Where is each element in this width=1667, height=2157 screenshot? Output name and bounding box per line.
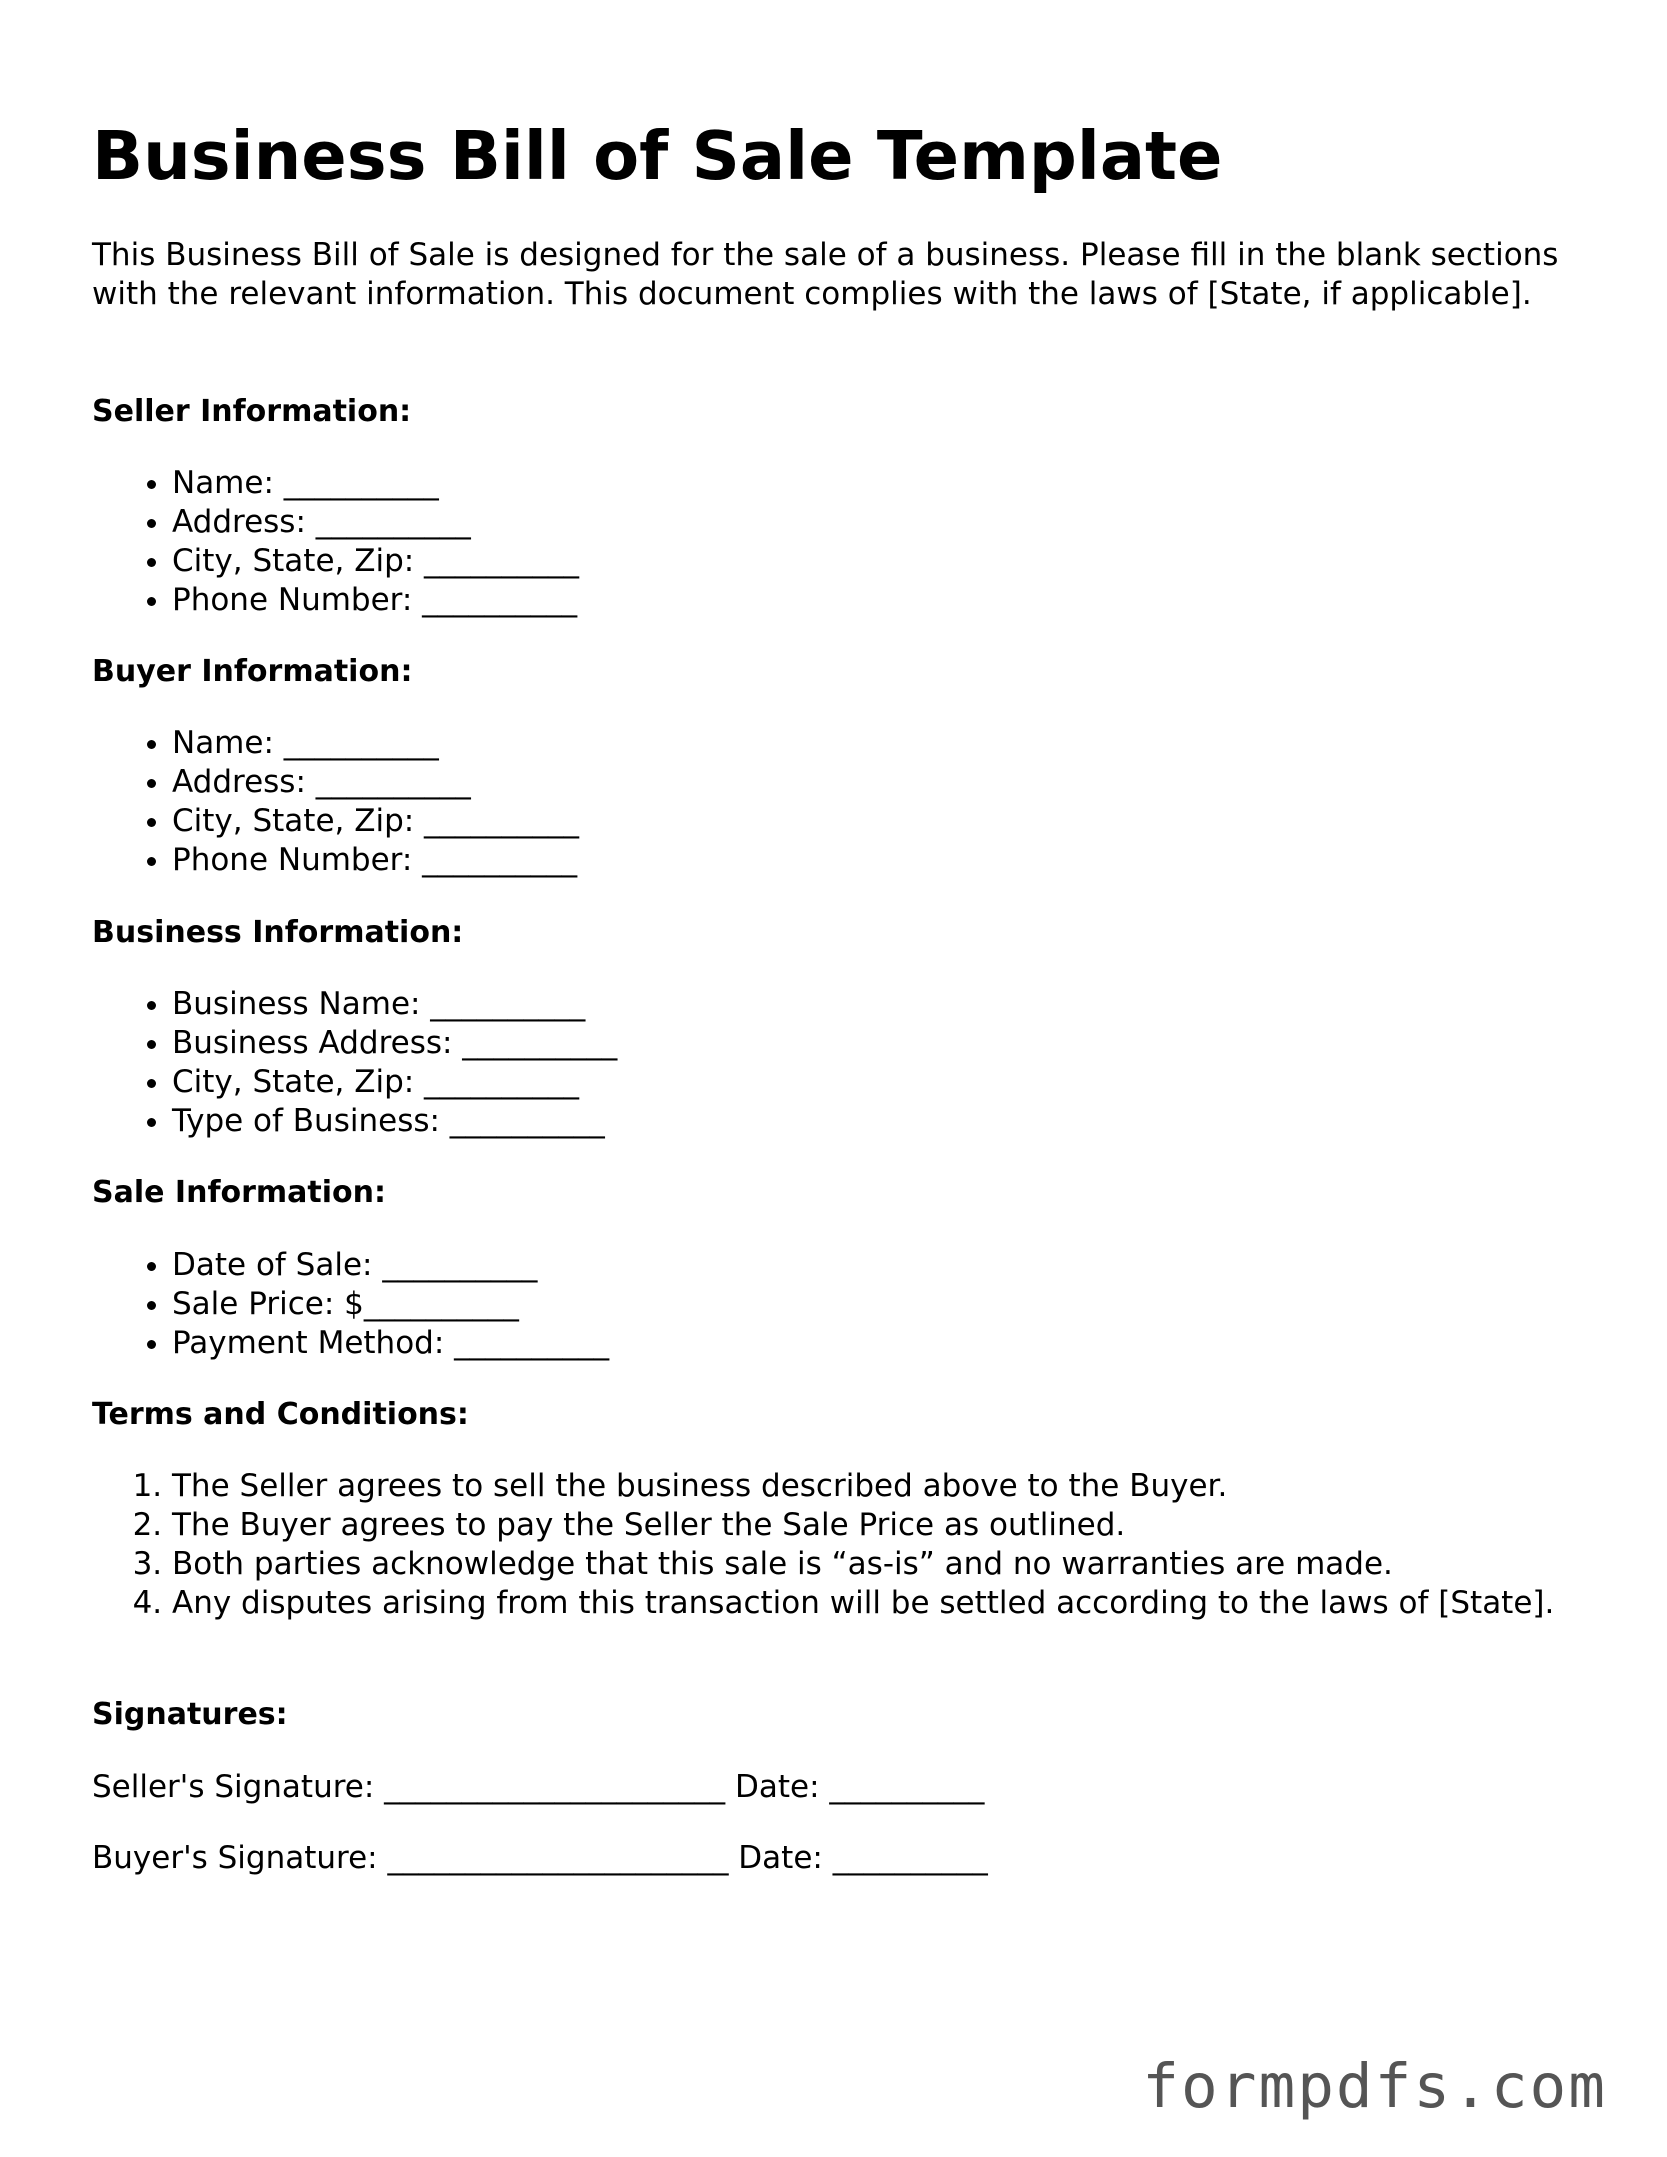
buyer-signature-line: Buyer's Signature: ______________________ Date: __________ <box>92 1840 988 1876</box>
list-item: 3. Both parties acknowledge that this sale is “as-is” and no warranties are made. <box>172 1545 1572 1584</box>
list-item: • Sale Price: $__________ <box>172 1285 609 1324</box>
seller-information-list <box>92 464 579 620</box>
list-item: • Phone Number: __________ <box>172 581 579 620</box>
list-item: • Date of Sale: __________ <box>172 1246 609 1285</box>
sale-information-heading: Sale Information: <box>92 1175 386 1210</box>
sale-information-list <box>92 1246 609 1363</box>
business-information-heading: Business Information: <box>92 915 464 950</box>
intro-paragraph: This Business Bill of Sale is designed for the sale of a business. Please fill in the blank sections with the relevant information. This document complies with the laws of [State, if applicable]. <box>92 237 1559 312</box>
business-information-list <box>92 985 617 1141</box>
list-item: • Name: __________ <box>172 724 579 763</box>
list-item: 1. The Seller agrees to sell the business described above to the Buyer. <box>172 1467 1572 1506</box>
list-item: • Business Address: __________ <box>172 1024 617 1063</box>
list-item: • City, State, Zip: __________ <box>172 802 579 841</box>
seller-information-heading: Seller Information: <box>92 394 412 429</box>
list-item: • Name: __________ <box>172 464 579 503</box>
seller-signature-line: Seller's Signature: ______________________ Date: __________ <box>92 1769 985 1805</box>
list-item: 2. The Buyer agrees to pay the Seller the Sale Price as outlined. <box>172 1506 1572 1545</box>
list-item: • City, State, Zip: __________ <box>172 1063 617 1102</box>
list-item: • Payment Method: __________ <box>172 1324 609 1363</box>
list-item: • Address: __________ <box>172 763 579 802</box>
list-item: • Type of Business: __________ <box>172 1102 617 1141</box>
terms-and-conditions-list <box>92 1467 1572 1623</box>
list-item: • Business Name: __________ <box>172 985 617 1024</box>
buyer-information-list <box>92 724 579 880</box>
list-item: • Address: __________ <box>172 503 579 542</box>
signatures-heading: Signatures: <box>92 1697 288 1732</box>
page-title: Business Bill of Sale Template <box>92 117 1223 195</box>
terms-and-conditions-heading: Terms and Conditions: <box>92 1397 469 1432</box>
list-item: • City, State, Zip: __________ <box>172 542 579 581</box>
watermark-text: formpdfs.com <box>1142 2051 1607 2122</box>
list-item: 4. Any disputes arising from this transaction will be settled according to the laws of [State]. <box>172 1584 1572 1623</box>
buyer-information-heading: Buyer Information: <box>92 654 413 689</box>
list-item: • Phone Number: __________ <box>172 841 579 880</box>
